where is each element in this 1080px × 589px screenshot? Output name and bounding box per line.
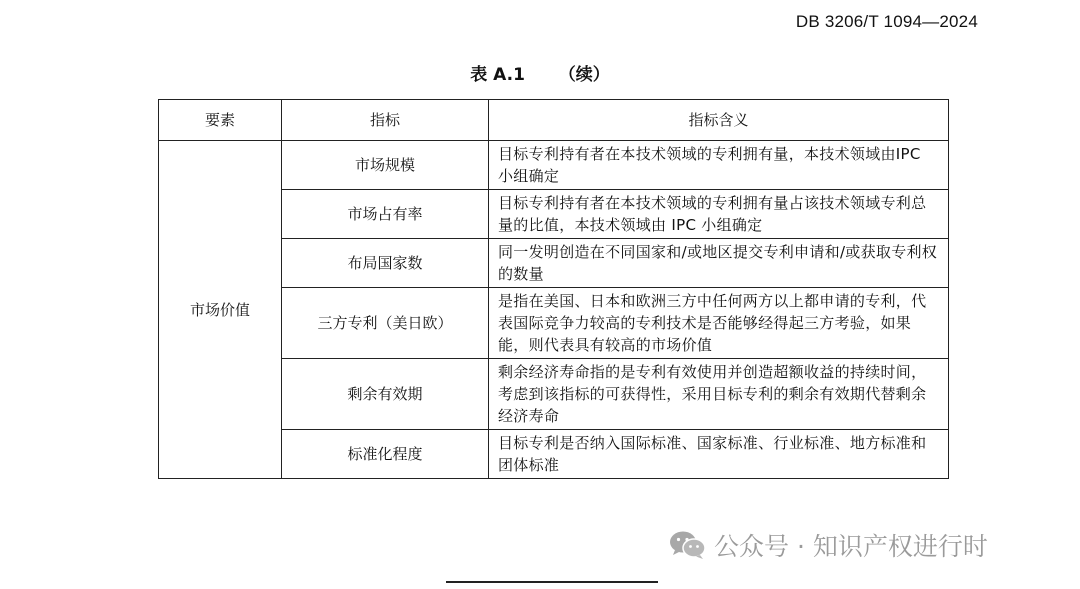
- indicator-cell: 市场占有率: [282, 190, 489, 239]
- meaning-cell: 剩余经济寿命指的是专利有效使用并创造超额收益的持续时间，考虑到该指标的可获得性，采用目标专利的剩余有效期代替剩余经济寿命: [489, 359, 949, 430]
- table-header-row: [159, 100, 949, 141]
- column-header-meaning: 指标含义: [489, 100, 949, 141]
- watermark: [668, 527, 988, 563]
- document-code: DB 3206/T 1094—2024: [795, 12, 978, 31]
- indicator-cell: 三方专利（美日欧）: [282, 288, 489, 359]
- meaning-cell: 目标专利持有者在本技术领域的专利拥有量，本技术领域由IPC 小组确定: [489, 141, 949, 190]
- meaning-cell: 同一发明创造在不同国家和/或地区提交专利申请和/或获取专利权的数量: [489, 239, 949, 288]
- table-title-label: 表 A.1: [470, 65, 525, 85]
- indicator-cell: 剩余有效期: [282, 359, 489, 430]
- element-cell: 市场价值: [159, 141, 282, 479]
- table-title-continued: （续）: [558, 65, 610, 85]
- indicator-table: [158, 99, 948, 479]
- wechat-icon: [668, 529, 708, 561]
- indicator-cell: 标准化程度: [282, 430, 489, 479]
- footer-divider: [446, 581, 658, 583]
- table-row: [159, 141, 949, 190]
- indicator-cell: 市场规模: [282, 141, 489, 190]
- column-header-element: 要素: [159, 100, 282, 141]
- indicator-cell: 布局国家数: [282, 239, 489, 288]
- meaning-cell: 目标专利是否纳入国际标准、国家标准、行业标准、地方标准和团体标准: [489, 430, 949, 479]
- meaning-cell: 目标专利持有者在本技术领域的专利拥有量占该技术领域专利总量的比值，本技术领域由 IPC 小组确定: [489, 190, 949, 239]
- watermark-text: 公众号 · 知识产权进行时: [714, 532, 988, 561]
- meaning-cell: 是指在美国、日本和欧洲三方中任何两方以上都申请的专利，代表国际竞争力较高的专利技术是否能够经得起三方考验，如果能，则代表具有较高的市场价值: [489, 288, 949, 359]
- table-title: [0, 60, 1080, 85]
- column-header-indicator: 指标: [282, 100, 489, 141]
